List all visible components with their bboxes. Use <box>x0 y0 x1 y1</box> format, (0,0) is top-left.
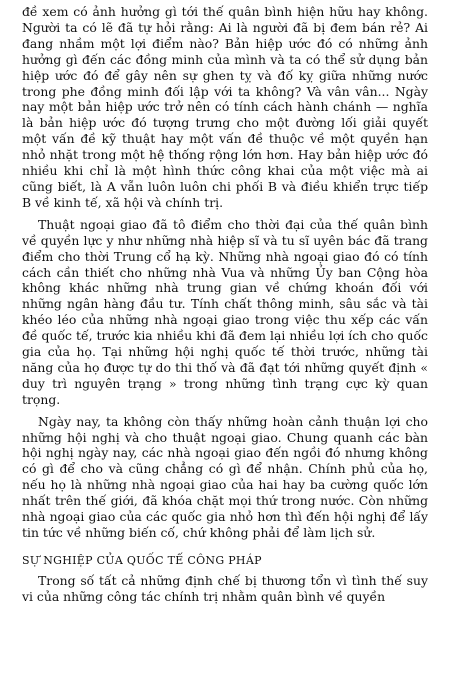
paragraph-section-start: Trong số tất cả những định chế bị thương tổn vì tình thế suy vi của những công tác chính trị nhằm quân bình về quyền <box>22 572 428 604</box>
paragraph-treaty-effects: đề xem có ảnh hưởng gì tới thế quân bình hiện hữu hay không. Người ta có lẽ đã tự hỏi rằng: Ai là người đã bị đem bán rẻ? Ai đang nhầm một lợi điểm nào? Bản hiệp ước đó có những ảnh hưởng gì đến các đồng minh của mình và ta có thể sử dụng bản hiệp ước đó để gây nên sự ghen tỵ và đố kỵ giữa những nước trong phe đồng minh đối lập với ta không? Và vân vân... Ngày nay một bản hiệp ước trở nên có tính cách hành chánh — nghĩa là bản hiệp ước đó tượng trưng cho một đường lối giải quyết một vấn đề kỹ thuật hay một vấn đề thuộc về một quyền hạn nhỏ nhặt trong một hệ thống rộng lớn hơn. Hay bản hiệp ước đó nhiều khi chỉ là một hình thức công khai của một việc mà ai cũng biết, là A vẫn luôn luôn chi phối B và điều khiển trực tiếp B về kinh tế, xã hội và chính trị. <box>22 4 428 210</box>
paragraph-diplomacy-today: Ngày nay, ta không còn thấy những hoàn cảnh thuận lợi cho những hội nghị và cho thuật ngoại giao. Chung quanh các bàn hội nghị ngày nay, các nhà ngoại giao đến ngồi đó nhưng không có gì để cho và cũng chẳng có gì để nhận. Chính phủ của họ, nếu họ là những nhà ngoại giao của hai hay ba cường quốc lớn nhất trên thế giới, đã khóa chặt mọi thứ trong nước. Còn những nhà ngoại giao của các quốc gia nhỏ hơn thì đến hội nghị để lấy tin tức về những biến cố, chứ không phải để làm lịch sử. <box>22 413 428 540</box>
section-heading: SỰ NGHIỆP CỦA QUỐC TẾ CÔNG PHÁP <box>22 553 262 567</box>
paragraph-diplomacy-history: Thuật ngoại giao đã tô điểm cho thời đại của thế quân bình về quyền lực y như những nhà hiệp sĩ và tu sĩ uyên bác đã trang điểm cho thời Trung cổ hạ kỳ. Những nhà ngoại giao đó có tính cách cần thiết cho những nhà Vua và những Ủy ban Cộng hòa không khác những nhà trung gian về chứng khoán đối với những ngân hàng đầu tư. Tính chất thông minh, sâu sắc và tài khéo léo của những nhà ngoại giao trong việc thu xếp các vấn đề quốc tế, trước kia nhiều khi đã đem lại nhiều lợi ích cho quốc gia của họ. Tại những hội nghị quốc tế thời trước, những tài năng của họ được tự do thi thố và đã đạt tới những quyết định « duy trì nguyên trạng » trong những tình trạng cực kỳ quan trọng. <box>22 216 428 407</box>
